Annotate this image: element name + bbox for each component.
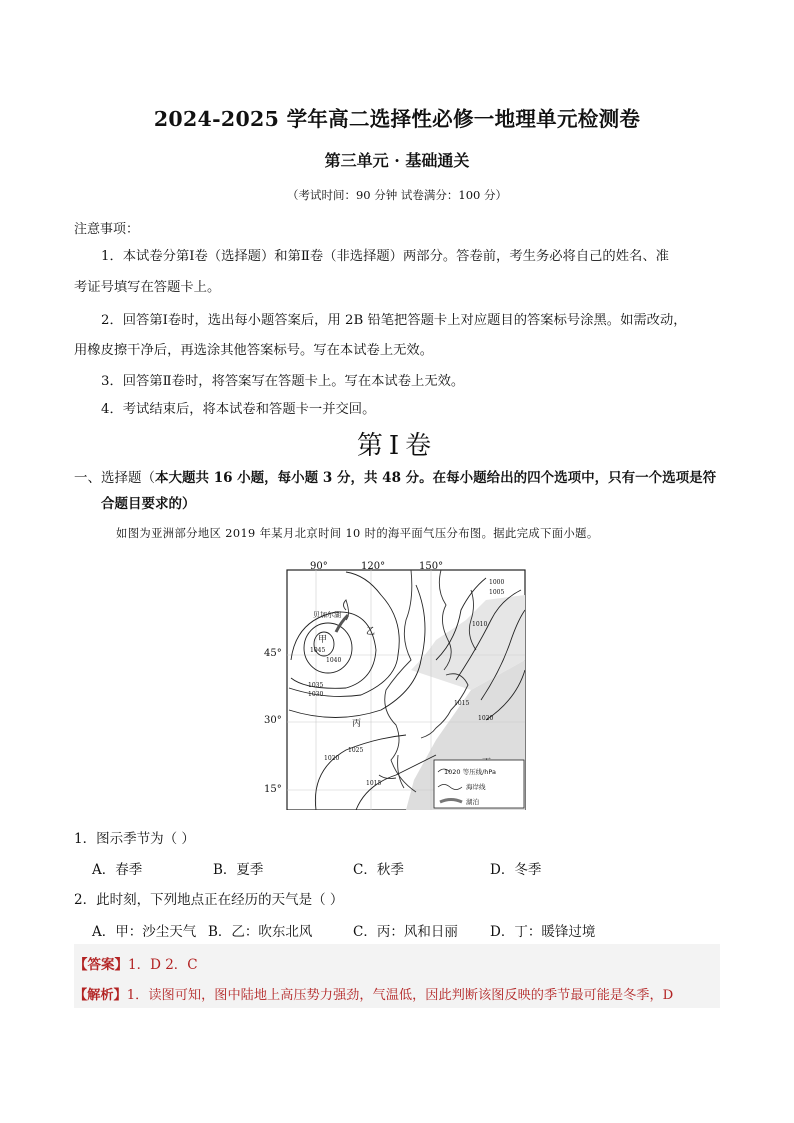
isobar-label: 1005 bbox=[489, 589, 505, 596]
notice-item: 4．考试结束后，将本试卷和答题卡一并交回。 bbox=[101, 402, 376, 417]
isobar-label: 1000 bbox=[489, 579, 505, 586]
question-option: A．甲：沙尘天气 bbox=[92, 924, 197, 940]
notice-item: 3．回答第Ⅱ卷时，将答案写在答题卡上。写在本试卷上无效。 bbox=[101, 374, 465, 389]
question-option: A．春季 bbox=[92, 862, 143, 878]
section-heading: 一、选择题（本大题共 16 小题，每小题 3 分，共 48 分。在每小题给出的四个选项中，只有一个选项是符 bbox=[74, 470, 717, 486]
pressure-map bbox=[286, 560, 528, 810]
legend-coastline: 海岸线 bbox=[466, 783, 486, 791]
question-option: C．秋季 bbox=[353, 862, 404, 878]
notice-item: 1．本试卷分第Ⅰ卷（选择题）和第Ⅱ卷（非选择题）两部分。答卷前，考生务必将自己的姓名、准 bbox=[101, 249, 669, 264]
question-stem: 1．图示季节为（ ） bbox=[74, 831, 195, 847]
lat-label: 30° bbox=[264, 715, 282, 726]
question-option: B．夏季 bbox=[213, 862, 264, 878]
lat-label: 15° bbox=[264, 784, 282, 795]
question-intro: 如图为亚洲部分地区 2019 年某月北京时间 10 时的海平面气压分布图。据此完成下面小题。 bbox=[116, 527, 599, 540]
place-label: 甲 bbox=[318, 635, 328, 645]
volume-title: 第Ⅰ卷 bbox=[356, 431, 438, 461]
question-option: B．乙：吹东北风 bbox=[208, 924, 313, 940]
analysis-line: 【解析】1．读图可知，图中陆地上高压势力强劲，气温低，因此判断该图反映的季节最可能是冬季，D bbox=[74, 988, 674, 1003]
lon-label: 150° bbox=[419, 561, 444, 572]
question-option: D．丁：暖锋过境 bbox=[490, 924, 596, 940]
lon-label: 90° bbox=[310, 561, 328, 572]
place-label: 乙 bbox=[366, 627, 376, 637]
notice-item: 2．回答第Ⅰ卷时，选出每小题答案后，用 2B 铅笔把答题卡上对应题目的答案标号涂黑。如需改动， bbox=[101, 313, 687, 328]
section-heading-cont: 合题目要求的） bbox=[101, 496, 196, 512]
lon-label: 120° bbox=[361, 561, 386, 572]
isobar-label: 1015 bbox=[366, 780, 382, 787]
isobar-label: 1015 bbox=[454, 700, 470, 707]
answer-line: 【答案】1．D 2．C bbox=[74, 957, 198, 973]
isobar-label: 1025 bbox=[348, 747, 364, 754]
question-option: C．丙：风和日丽 bbox=[353, 924, 458, 940]
exam-info: （考试时间：90 分钟 试卷满分：100 分） bbox=[286, 188, 508, 202]
isobar-label: 1020 bbox=[478, 715, 494, 722]
isobar-label: 1045 bbox=[310, 647, 326, 654]
lat-label: 45° bbox=[264, 648, 282, 659]
page-title: 2024-2025 学年高二选择性必修一地理单元检测卷 bbox=[153, 107, 641, 131]
notice-item: 用橡皮擦干净后，再选涂其他答案标号。写在本试卷上无效。 bbox=[74, 343, 434, 358]
isobar-label: 1030 bbox=[308, 691, 324, 698]
legend-isobar: 1020 等压线/hPa bbox=[444, 768, 497, 776]
notice-heading: 注意事项： bbox=[74, 222, 140, 237]
place-label: 贝加尔湖 bbox=[313, 611, 341, 619]
isobar-label: 1040 bbox=[326, 657, 342, 664]
legend-lake: 湖泊 bbox=[466, 798, 479, 806]
page-subtitle: 第三单元 · 基础通关 bbox=[324, 151, 470, 170]
question-option: D．冬季 bbox=[490, 862, 542, 878]
isobar-label: 1035 bbox=[308, 682, 324, 689]
isobar-label: 1020 bbox=[324, 755, 340, 762]
notice-item: 考证号填写在答题卡上。 bbox=[74, 280, 221, 295]
isobar-label: 1010 bbox=[472, 621, 488, 628]
question-stem: 2．此时刻，下列地点正在经历的天气是（ ） bbox=[74, 892, 344, 908]
place-label: 丙 bbox=[352, 719, 362, 729]
